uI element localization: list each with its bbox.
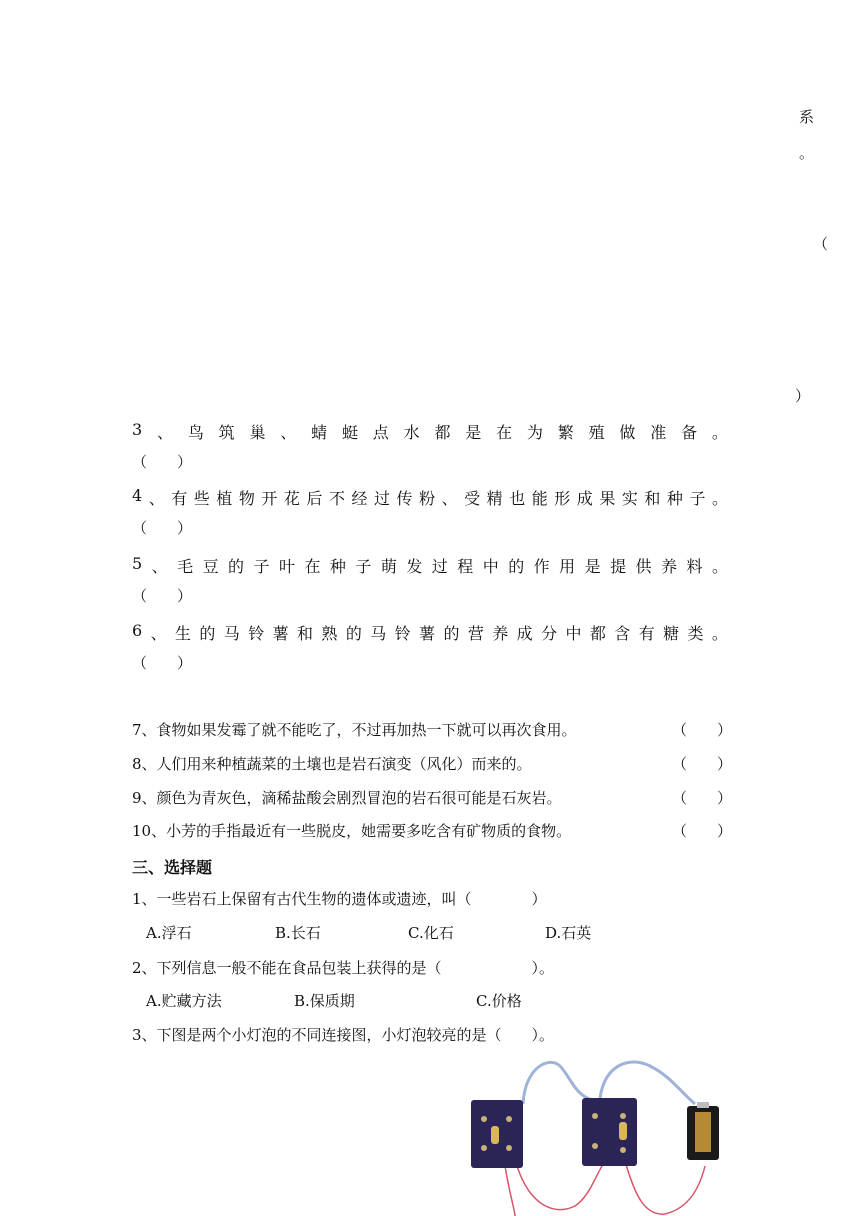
statement-char: 鸟	[187, 423, 204, 442]
statement-char: 马	[223, 624, 240, 643]
option-d[interactable]: D.石英	[545, 924, 592, 942]
statement-char: 都	[434, 423, 451, 442]
answer-blank[interactable]: （ ）	[132, 654, 193, 672]
battery-terminal	[697, 1102, 709, 1108]
terminal-icon	[620, 1147, 626, 1153]
statement-char: 用	[559, 557, 576, 576]
statement-char: 中	[482, 557, 499, 576]
statement-char: 养	[492, 624, 509, 643]
answer-blank[interactable]: （ ）	[671, 789, 732, 807]
true-false-item	[132, 719, 732, 740]
statement-char: 蜓	[341, 423, 358, 442]
statement-char: 些	[193, 489, 210, 508]
statement-char: 受	[464, 489, 481, 508]
statement-char: 也	[509, 489, 526, 508]
statement-char: 、	[280, 423, 297, 442]
statement-text	[132, 420, 728, 443]
statement-char: 花	[283, 489, 300, 508]
statement-char: 养	[661, 557, 678, 576]
statement-char: 的	[345, 624, 362, 643]
statement-char: 植	[216, 489, 233, 508]
statement-char: 在	[496, 423, 513, 442]
true-false-item	[132, 787, 732, 808]
answer-blank[interactable]: （ ）	[671, 721, 732, 739]
statement-char: 程	[457, 557, 474, 576]
statement-char: 、	[148, 489, 165, 508]
statement-char: 经	[351, 489, 368, 508]
statement-char: 分	[541, 624, 558, 643]
statement-char: 6	[132, 621, 143, 640]
section-heading: 三、选择题	[132, 858, 213, 877]
statement-char: 传	[396, 489, 413, 508]
statement-char: 形	[554, 489, 571, 508]
option-a[interactable]: A.贮藏方法	[146, 992, 222, 1010]
statement-char: 种	[666, 489, 683, 508]
statement-text	[132, 621, 728, 644]
statement-char: 供	[635, 557, 652, 576]
statement-char: 萌	[380, 557, 397, 576]
statement-text: 10、小芳的手指最近有一些脱皮，她需要多吃含有矿物质的食物。	[132, 822, 572, 840]
statement-char: 殖	[588, 423, 605, 442]
fragment-text: 系	[799, 108, 815, 126]
terminal-icon	[506, 1145, 512, 1151]
statement-char: 含	[614, 624, 631, 643]
statement-char: 精	[486, 489, 503, 508]
option-c[interactable]: C.价格	[476, 992, 522, 1010]
true-false-item	[132, 420, 728, 472]
statement-char: 铃	[248, 624, 265, 643]
option-b[interactable]: B.长石	[275, 924, 321, 942]
statement-text: 7、食物如果发霉了就不能吃了，不过再加热一下就可以再次食用。	[132, 721, 577, 739]
statement-char: 准	[650, 423, 667, 442]
statement-text: 9、颜色为青灰色，滴稀盐酸会剧烈冒泡的岩石很可能是石灰岩。	[132, 789, 562, 807]
statement-char: 蜻	[311, 423, 328, 442]
true-false-item	[132, 486, 728, 538]
statement-char: 水	[403, 423, 420, 442]
statement-text	[132, 486, 728, 509]
statement-char: 类	[687, 624, 704, 643]
statement-text: 8、人们用来种植蔬菜的土壤也是岩石演变（风化）而来的。	[132, 755, 532, 773]
statement-char: 、	[151, 557, 168, 576]
statement-char: 果	[599, 489, 616, 508]
statement-char: 物	[238, 489, 255, 508]
fragment-text: 。	[799, 144, 815, 162]
answer-blank[interactable]: （ ）	[132, 519, 193, 537]
statement-char: 。	[711, 489, 728, 508]
circuit-photo	[465, 1056, 755, 1216]
terminal-icon	[592, 1113, 598, 1119]
option-c[interactable]: C.化石	[408, 924, 454, 942]
statement-char: 粉	[419, 489, 436, 508]
statement-char: 是	[584, 557, 601, 576]
statement-char: 子	[253, 557, 270, 576]
statement-char: 点	[372, 423, 389, 442]
statement-char: 、	[441, 489, 458, 508]
terminal-icon	[481, 1145, 487, 1151]
statement-char: 4	[132, 486, 143, 505]
true-false-item	[132, 753, 732, 774]
terminal-icon	[592, 1143, 598, 1149]
statement-char: 5	[132, 554, 143, 573]
battery-cell	[695, 1112, 711, 1152]
red-wire	[505, 1166, 515, 1216]
bulb-icon	[491, 1126, 499, 1144]
terminal-icon	[481, 1116, 487, 1122]
statement-char: 生	[174, 624, 191, 643]
question-text: 3、下图是两个小灯泡的不同连接图，小灯泡较亮的是（ ）。	[132, 1026, 555, 1044]
bulb-icon	[619, 1122, 627, 1140]
terminal-icon	[506, 1116, 512, 1122]
statement-char: 、	[157, 423, 174, 442]
statement-char: 的	[228, 557, 245, 576]
statement-char: 为	[526, 423, 543, 442]
statement-char: 马	[370, 624, 387, 643]
answer-blank[interactable]: （ ）	[132, 453, 193, 471]
statement-char: 繁	[557, 423, 574, 442]
statement-char: 3	[132, 420, 143, 439]
statement-char: 提	[610, 557, 627, 576]
statement-char: 。	[711, 624, 728, 643]
true-false-item	[132, 621, 728, 673]
statement-char: 种	[329, 557, 346, 576]
red-wire	[625, 1161, 705, 1214]
fragment-text: ）	[795, 387, 811, 405]
option-b[interactable]: B.保质期	[294, 992, 355, 1010]
statement-char: 的	[199, 624, 216, 643]
answer-blank[interactable]: （ ）	[671, 822, 732, 840]
statement-text	[132, 554, 728, 577]
statement-char: 成	[516, 624, 533, 643]
statement-char: 后	[306, 489, 323, 508]
option-a[interactable]: A.浮石	[146, 924, 192, 942]
statement-char: 不	[328, 489, 345, 508]
bulb-board	[582, 1098, 637, 1166]
statement-char: 毛	[177, 557, 194, 576]
statement-char: 子	[355, 557, 372, 576]
statement-char: 过	[374, 489, 391, 508]
statement-char: 。	[711, 557, 728, 576]
statement-char: 有	[638, 624, 655, 643]
answer-blank[interactable]: （ ）	[132, 587, 193, 605]
statement-char: 实	[621, 489, 638, 508]
statement-char: 是	[465, 423, 482, 442]
statement-char: 备	[681, 423, 698, 442]
statement-char: 叶	[278, 557, 295, 576]
question-text: 2、下列信息一般不能在食品包装上获得的是（ ）。	[132, 959, 555, 977]
statement-char: 和	[297, 624, 314, 643]
terminal-icon	[620, 1113, 626, 1119]
true-false-item	[132, 554, 728, 606]
statement-char: 子	[689, 489, 706, 508]
statement-char: 。	[711, 423, 728, 442]
red-wire	[517, 1161, 605, 1210]
statement-char: 的	[443, 624, 460, 643]
true-false-item	[132, 820, 732, 841]
statement-char: 能	[531, 489, 548, 508]
statement-char: 薯	[272, 624, 289, 643]
statement-char: 做	[619, 423, 636, 442]
statement-char: 和	[644, 489, 661, 508]
answer-blank[interactable]: （ ）	[671, 755, 732, 773]
statement-char: 铃	[394, 624, 411, 643]
statement-char: 中	[565, 624, 582, 643]
fragment-text: （	[813, 235, 829, 253]
question-text: 1、一些岩石上保留有古代生物的遗体或遗迹，叫（ ）	[132, 890, 547, 908]
statement-char: 在	[304, 557, 321, 576]
statement-char: 成	[576, 489, 593, 508]
statement-char: 都	[589, 624, 606, 643]
blue-wire	[600, 1062, 695, 1104]
statement-char: 、	[150, 624, 167, 643]
statement-char: 作	[533, 557, 550, 576]
statement-char: 过	[431, 557, 448, 576]
statement-char: 巢	[249, 423, 266, 442]
statement-char: 薯	[419, 624, 436, 643]
statement-char: 开	[261, 489, 278, 508]
statement-char: 豆	[202, 557, 219, 576]
statement-char: 营	[467, 624, 484, 643]
statement-char: 筑	[218, 423, 235, 442]
statement-char: 有	[171, 489, 188, 508]
blue-wire	[523, 1062, 593, 1104]
statement-char: 料	[686, 557, 703, 576]
statement-char: 熟	[321, 624, 338, 643]
statement-char: 糖	[663, 624, 680, 643]
statement-char: 的	[508, 557, 525, 576]
statement-char: 发	[406, 557, 423, 576]
